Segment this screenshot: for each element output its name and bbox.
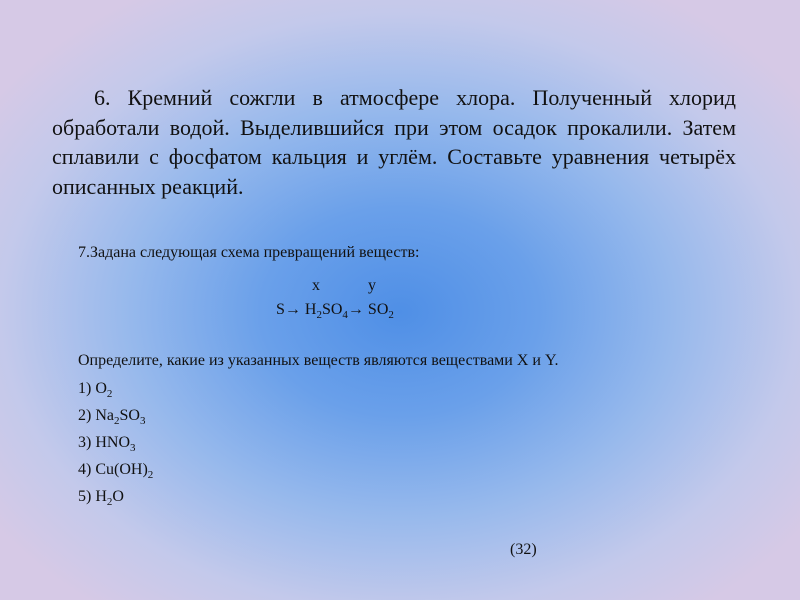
formula-subscript: 2 — [147, 469, 154, 481]
formula-text: H — [95, 488, 107, 505]
task-7-title: 7.Задана следующая схема превращений веществ: — [78, 244, 420, 261]
scheme-so-subscript: 4 — [342, 309, 348, 321]
scheme-h: H — [304, 301, 317, 318]
answer-option-1 — [78, 379, 153, 406]
scheme-arrow-1: → — [284, 301, 301, 318]
scheme-h-subscript: 2 — [316, 309, 322, 321]
scheme-so: SO — [321, 301, 343, 318]
formula-subscript: 2 — [106, 496, 113, 508]
answer-option-4 — [78, 460, 153, 487]
option-number: 1) — [78, 380, 96, 397]
answer-option-2 — [78, 406, 153, 433]
scheme-arrow-2: → — [347, 301, 364, 318]
formula-text: Na — [95, 407, 114, 424]
scheme-so2: SO — [367, 301, 389, 318]
reagent-x-label: x — [312, 277, 320, 294]
option-number: 4) — [78, 461, 96, 478]
transformation-scheme — [276, 300, 394, 320]
page-number: (32) — [510, 541, 537, 558]
task-6-paragraph: 6. Кремний сожгли в атмосфере хлора. Полученный хлорид обработали водой. Выделившийся при этом осадок прокалили. Затем сплавили с фосфатом кальция и углём. Составьте уравнения четырёх описанных реакций. — [52, 85, 736, 199]
option-number: 3) — [78, 434, 96, 451]
formula-text: O — [95, 380, 107, 397]
answer-options-list — [78, 379, 153, 514]
formula-subscript: 3 — [139, 415, 146, 427]
task-7-question: Определите, какие из указанных веществ являются веществами X и Y. — [78, 352, 559, 369]
formula-text: SO — [119, 407, 140, 424]
option-number: 5) — [78, 488, 96, 505]
scheme-so2-subscript: 2 — [388, 309, 394, 321]
reagent-y-label: y — [368, 277, 376, 294]
answer-option-5 — [78, 487, 153, 514]
scheme-sulfur: S — [276, 301, 285, 318]
formula-subscript: 2 — [113, 415, 120, 427]
formula-subscript: 3 — [130, 442, 136, 454]
formula-subscript: 2 — [106, 388, 113, 400]
option-number: 2) — [78, 407, 96, 424]
formula-text: Cu(OH) — [95, 461, 148, 478]
answer-option-3 — [78, 433, 153, 460]
formula-text: HNO — [95, 434, 130, 451]
formula-text: O — [112, 488, 124, 505]
